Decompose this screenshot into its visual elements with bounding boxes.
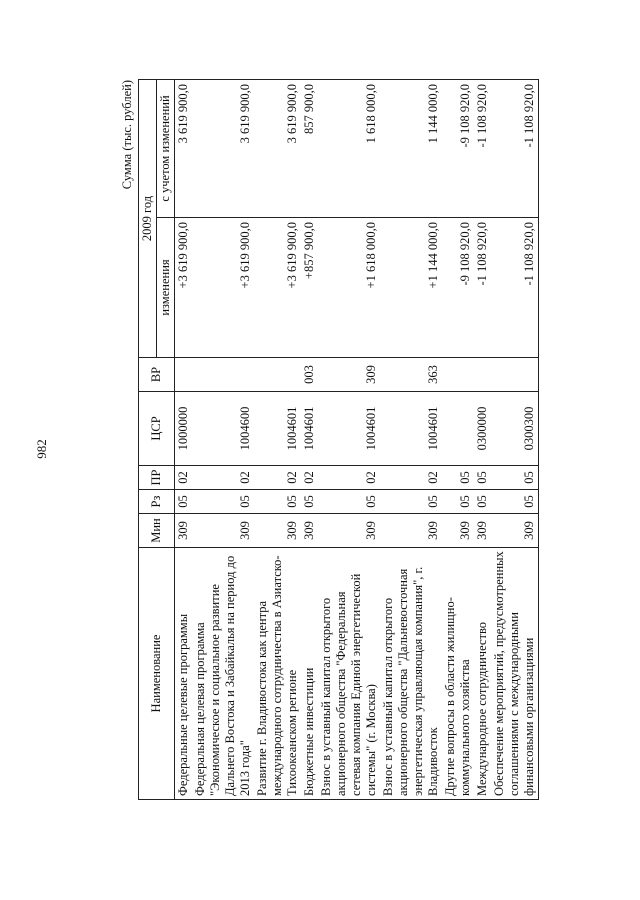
- cell-changes: +1 144 000,0: [380, 218, 442, 358]
- cell-rz: 05: [301, 490, 318, 514]
- cell-rz: 05: [442, 490, 474, 514]
- cell-with-changes: -9 108 920,0: [442, 79, 474, 217]
- cell-rz: 05: [192, 490, 254, 514]
- rotated-table-area: [120, 80, 590, 800]
- cell-name: Обеспечение мероприятий, предусмотренных соглашениями с международными финансовыми организациями: [491, 548, 539, 800]
- cell-pr: 02: [380, 466, 442, 490]
- cell-vr: 003: [301, 358, 318, 392]
- cell-csr: 1004601: [318, 392, 380, 466]
- header-rz: Рз: [139, 490, 175, 514]
- cell-changes: +857 900,0: [301, 218, 318, 358]
- cell-min: 309: [442, 514, 474, 548]
- cell-csr: 1000000: [175, 392, 193, 466]
- header-changes: изменения: [157, 218, 175, 358]
- cell-name: Международное сотрудничество: [474, 548, 491, 800]
- cell-name: Взнос в уставный капитал открытого акционерного общества "Федеральная сетевая компания Единой энергетической системы" (г. Москва): [318, 548, 380, 800]
- header-name: Наименование: [139, 548, 175, 800]
- cell-min: 309: [318, 514, 380, 548]
- cell-with-changes: 3 619 900,0: [192, 79, 254, 217]
- cell-name: Развитие г. Владивостока как центра международного сотрудничества в Азиатско-Тихоокеанском регионе: [254, 548, 301, 800]
- cell-csr: 0300300: [491, 392, 539, 466]
- units-caption: Сумма (тыс. рублей): [120, 80, 134, 190]
- header-row-1: [139, 79, 157, 799]
- cell-pr: 02: [192, 466, 254, 490]
- cell-pr: 05: [491, 466, 539, 490]
- cell-min: 309: [192, 514, 254, 548]
- cell-min: 309: [380, 514, 442, 548]
- header-year: 2009 год: [139, 79, 157, 357]
- cell-name: Федеральные целевые программы: [175, 548, 193, 800]
- cell-with-changes: 3 619 900,0: [254, 79, 301, 217]
- table-row: [318, 79, 380, 799]
- cell-name: Взнос в уставный капитал открытого акционерного общества "Дальневосточная энергетическая управляющая компания", г. Владивосток: [380, 548, 442, 800]
- table-row: [442, 79, 474, 799]
- header-with-changes: с учетом изменений: [157, 79, 175, 217]
- table-row: [380, 79, 442, 799]
- cell-with-changes: 857 900,0: [301, 79, 318, 217]
- cell-min: 309: [474, 514, 491, 548]
- page-number: 982: [33, 439, 49, 459]
- cell-vr: [442, 358, 474, 392]
- cell-with-changes: 1 618 000,0: [318, 79, 380, 217]
- header-csr: ЦСР: [139, 392, 175, 466]
- cell-changes: -9 108 920,0: [442, 218, 474, 358]
- table-row: [175, 79, 193, 799]
- cell-min: 309: [301, 514, 318, 548]
- cell-rz: 05: [175, 490, 193, 514]
- cell-pr: 02: [318, 466, 380, 490]
- cell-csr: [442, 392, 474, 466]
- cell-csr: 1004601: [254, 392, 301, 466]
- cell-changes: -1 108 920,0: [474, 218, 491, 358]
- cell-changes: +1 618 000,0: [318, 218, 380, 358]
- cell-name: Бюджетные инвестиции: [301, 548, 318, 800]
- cell-name: Федеральная целевая программа "Экономическое и социальное развитие Дальнего Востока и Забайкалья на период до 2013 года": [192, 548, 254, 800]
- cell-csr: 0300000: [474, 392, 491, 466]
- cell-vr: 363: [380, 358, 442, 392]
- header-pr: ПР: [139, 466, 175, 490]
- table-row: [474, 79, 491, 799]
- cell-with-changes: -1 108 920,0: [491, 79, 539, 217]
- cell-vr: 309: [318, 358, 380, 392]
- cell-pr: 05: [442, 466, 474, 490]
- cell-name: Другие вопросы в области жилищно-коммунального хозяйства: [442, 548, 474, 800]
- cell-csr: 1004601: [301, 392, 318, 466]
- cell-vr: [192, 358, 254, 392]
- cell-min: 309: [254, 514, 301, 548]
- cell-rz: 05: [491, 490, 539, 514]
- table-row: [301, 79, 318, 799]
- cell-changes: +3 619 900,0: [254, 218, 301, 358]
- table-row: [491, 79, 539, 799]
- header-min: Мин: [139, 514, 175, 548]
- cell-rz: 05: [318, 490, 380, 514]
- cell-changes: +3 619 900,0: [192, 218, 254, 358]
- cell-pr: 02: [254, 466, 301, 490]
- cell-pr: 02: [175, 466, 193, 490]
- cell-changes: +3 619 900,0: [175, 218, 193, 358]
- cell-changes: -1 108 920,0: [491, 218, 539, 358]
- cell-pr: 02: [301, 466, 318, 490]
- cell-rz: 05: [474, 490, 491, 514]
- cell-vr: [474, 358, 491, 392]
- table-row: [254, 79, 301, 799]
- header-vr: ВР: [139, 358, 175, 392]
- budget-table: [138, 79, 539, 800]
- cell-with-changes: 1 144 000,0: [380, 79, 442, 217]
- cell-csr: 1004600: [192, 392, 254, 466]
- cell-rz: 05: [254, 490, 301, 514]
- cell-vr: [254, 358, 301, 392]
- cell-vr: [175, 358, 193, 392]
- cell-with-changes: -1 108 920,0: [474, 79, 491, 217]
- cell-rz: 05: [380, 490, 442, 514]
- table-row: [192, 79, 254, 799]
- cell-min: 309: [491, 514, 539, 548]
- cell-vr: [491, 358, 539, 392]
- cell-pr: 05: [474, 466, 491, 490]
- cell-with-changes: 3 619 900,0: [175, 79, 193, 217]
- cell-csr: 1004601: [380, 392, 442, 466]
- cell-min: 309: [175, 514, 193, 548]
